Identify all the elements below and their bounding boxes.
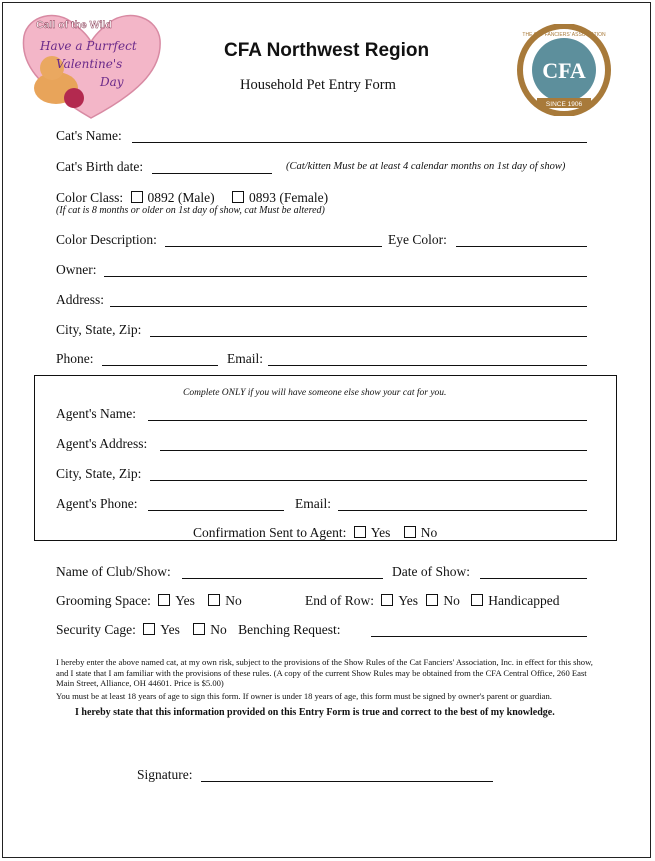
- city-state-zip-label: City, State, Zip:: [56, 322, 142, 337]
- male-label: 0892 (Male): [147, 190, 215, 205]
- female-label: 0893 (Female): [249, 190, 329, 205]
- grooming-no-checkbox[interactable]: [208, 594, 220, 606]
- security-row: [56, 622, 341, 638]
- grooming-no-label: No: [225, 593, 242, 608]
- confirmation-no-label: No: [420, 525, 438, 540]
- club-show-field[interactable]: [182, 578, 383, 579]
- end-of-row-no-checkbox[interactable]: [426, 594, 438, 606]
- agent-address-field[interactable]: [160, 450, 587, 451]
- legal-paragraph: I hereby enter the above named cat, at my own risk, subject to the provisions of the Show Rules of the Cat Fanciers' Association, Inc. in effect for this show, and I state that I am familiar with the provisions of these rules. (A copy of the current Show Rules may be obtained from the CFA Central Office, 260 East Main Street, Alliance, OH 44601. Price is $5.00): [56, 657, 593, 688]
- color-description-label: Color Description:: [56, 232, 157, 247]
- agent-email-field[interactable]: [338, 510, 587, 511]
- owner-field[interactable]: [104, 276, 587, 277]
- valentine-heart-logo: [16, 6, 166, 122]
- email-label: Email:: [227, 351, 263, 366]
- female-checkbox[interactable]: [232, 191, 244, 203]
- agent-city-state-zip-label: City, State, Zip:: [56, 466, 142, 481]
- agent-note: Complete ONLY if you will have someone else show your cat for you.: [183, 388, 447, 398]
- phone-label: Phone:: [56, 351, 94, 366]
- end-of-row-label: End of Row:: [305, 593, 374, 608]
- alter-note: (If cat is 8 months or older on 1st day of show, cat Must be altered): [56, 205, 325, 216]
- security-yes-label: Yes: [160, 622, 180, 637]
- page-title: CFA Northwest Region: [224, 40, 430, 61]
- address-field[interactable]: [110, 306, 587, 307]
- color-class-label: Color Class:: [56, 190, 124, 205]
- cfa-seal-logo: [515, 24, 613, 116]
- security-cage-label: Security Cage:: [56, 622, 136, 637]
- owner-label: Owner:: [56, 262, 97, 277]
- signature-label: Signature:: [137, 767, 193, 782]
- grooming-yes-checkbox[interactable]: [158, 594, 170, 606]
- end-of-row-yes-checkbox[interactable]: [381, 594, 393, 606]
- logo-line-2: Have a Purrfect: [40, 39, 137, 53]
- certification-statement: I hereby state that this information provided on this Entry Form is true and correct to the best of my knowledge.: [75, 707, 555, 718]
- confirmation-no-checkbox[interactable]: [404, 526, 416, 538]
- logo-line-1: Call of the Wild: [36, 19, 112, 31]
- security-no-checkbox[interactable]: [193, 623, 205, 635]
- agent-email-label: Email:: [295, 496, 331, 511]
- page-subtitle: Household Pet Entry Form: [240, 77, 396, 93]
- seal-since: SINCE 1906: [545, 101, 583, 108]
- seal-letters: CFA: [542, 58, 586, 83]
- end-of-row-no-label: No: [443, 593, 460, 608]
- email-field[interactable]: [268, 365, 587, 366]
- male-checkbox[interactable]: [131, 191, 143, 203]
- logo-line-3: Valentine's: [56, 57, 123, 71]
- date-of-show-label: Date of Show:: [392, 564, 470, 579]
- color-description-field[interactable]: [165, 246, 382, 247]
- confirmation-yes-label: Yes: [370, 525, 391, 540]
- end-of-row-row: [305, 593, 560, 609]
- agent-phone-field[interactable]: [148, 510, 284, 511]
- benching-request-label: Benching Request:: [238, 622, 341, 637]
- age-requirement: You must be at least 18 years of age to sign this form. If owner is under 18 years of age, this form must be signed by owner's parent or guardian.: [56, 691, 552, 701]
- cats-name-field[interactable]: [132, 142, 587, 143]
- confirmation-row: [193, 525, 437, 541]
- security-no-label: No: [210, 622, 227, 637]
- eye-color-label: Eye Color:: [388, 232, 447, 247]
- grooming-yes-label: Yes: [175, 593, 195, 608]
- agent-phone-label: Agent's Phone:: [56, 496, 138, 511]
- agent-city-state-zip-field[interactable]: [150, 480, 587, 481]
- birth-date-label: Cat's Birth date:: [56, 159, 144, 174]
- confirmation-yes-checkbox[interactable]: [354, 526, 366, 538]
- address-label: Address:: [56, 292, 104, 307]
- agent-section: [34, 375, 617, 541]
- date-of-show-field[interactable]: [480, 578, 587, 579]
- birth-date-note: (Cat/kitten Must be at least 4 calendar months on 1st day of show): [286, 161, 566, 172]
- agent-name-field[interactable]: [148, 420, 587, 421]
- cats-name-label: Cat's Name:: [56, 128, 122, 143]
- handicapped-checkbox[interactable]: [471, 594, 483, 606]
- logo-line-4: Day: [100, 75, 124, 89]
- birth-date-field[interactable]: [152, 173, 272, 174]
- end-of-row-yes-label: Yes: [398, 593, 419, 608]
- city-state-zip-field[interactable]: [150, 336, 587, 337]
- color-class-row: [56, 190, 328, 206]
- agent-name-label: Agent's Name:: [56, 406, 137, 421]
- grooming-row: [56, 593, 242, 609]
- grooming-space-label: Grooming Space:: [56, 593, 151, 608]
- agent-address-label: Agent's Address:: [56, 436, 148, 451]
- seal-ring-text: THE CAT FANCIERS' ASSOCIATION: [522, 32, 606, 38]
- club-show-label: Name of Club/Show:: [56, 564, 171, 579]
- benching-request-field[interactable]: [371, 636, 587, 637]
- handicapped-label: Handicapped: [488, 593, 560, 608]
- eye-color-field[interactable]: [456, 246, 587, 247]
- confirmation-label: Confirmation Sent to Agent:: [193, 525, 347, 540]
- signature-field[interactable]: [201, 781, 493, 782]
- phone-field[interactable]: [102, 365, 218, 366]
- security-yes-checkbox[interactable]: [143, 623, 155, 635]
